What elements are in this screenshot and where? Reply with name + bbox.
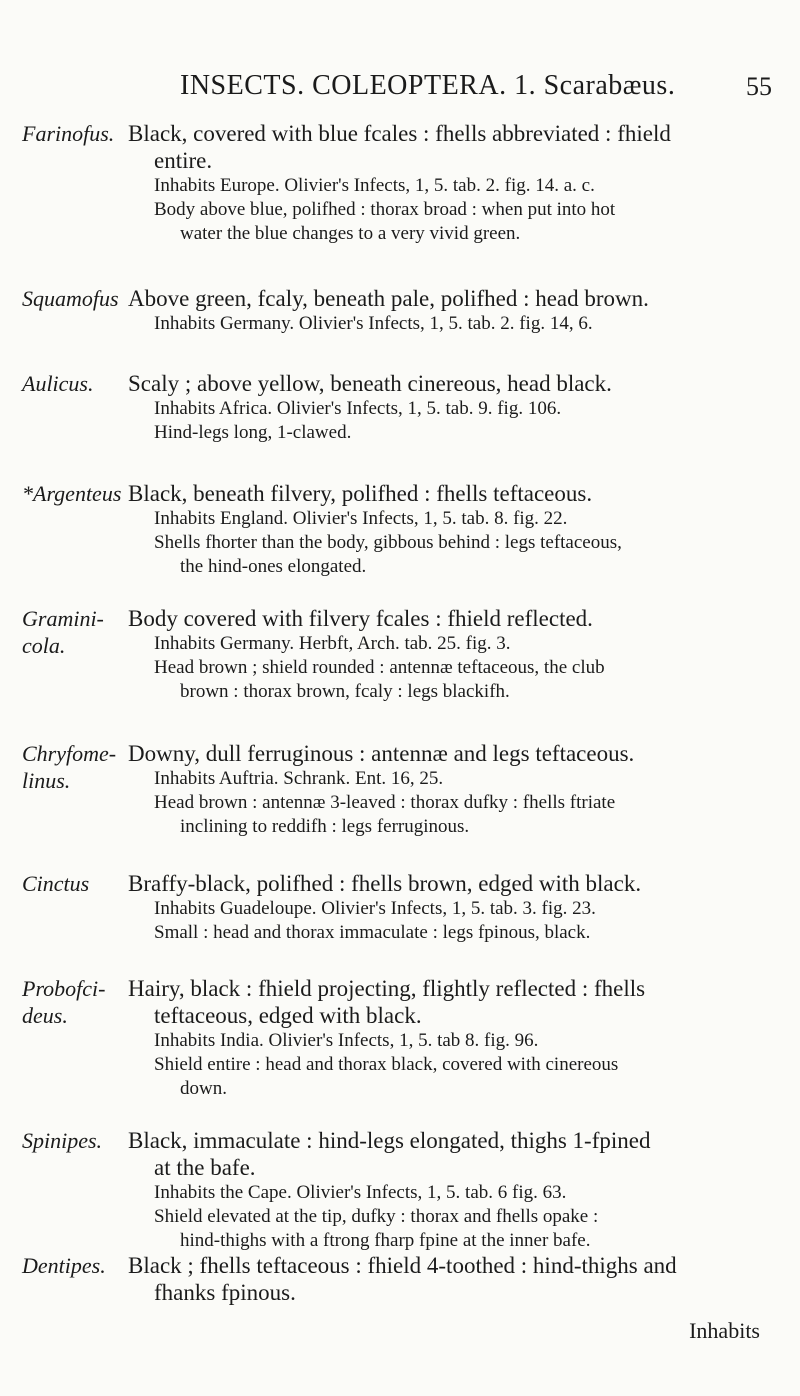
species-description: Black, covered with blue fcales : fhells abbreviated : fhield entire. <box>128 121 671 173</box>
species-name: Squamofus <box>22 286 119 311</box>
species-name: Aulicus. <box>22 371 94 396</box>
species-name: Spinipes. <box>22 1128 103 1153</box>
species-reference: Inhabits India. Olivier's Infects, 1, 5. tab 8. fig. 96. <box>154 1030 539 1051</box>
species-reference: Inhabits England. Olivier's Infects, 1, 5. tab. 8. fig. 22. <box>154 508 568 529</box>
species-note: Body above blue, polifhed : thorax broad : when put into hot water the blue changes to a very vivid green. <box>154 199 616 244</box>
species-note: Hind-legs long, 1-clawed. <box>154 422 352 443</box>
species-name: *Argenteus <box>22 481 122 506</box>
species-name: Farinofus. <box>22 121 115 146</box>
species-description: Black, immaculate : hind-legs elongated, thighs 1-fpined at the bafe. <box>128 1128 651 1180</box>
species-reference: Inhabits the Cape. Olivier's Infects, 1, 5. tab. 6 fig. 63. <box>154 1182 567 1203</box>
species-note: Shells fhorter than the body, gibbous behind : legs teftaceous, the hind-ones elongated. <box>154 532 622 577</box>
species-name: Gramini-cola. <box>22 606 104 658</box>
species-description: Hairy, black : fhield projecting, flightly reflected : fhells teftaceous, edged with black. <box>128 976 646 1028</box>
species-reference: Inhabits Germany. Olivier's Infects, 1, 5. tab. 2. fig. 14, 6. <box>154 313 593 334</box>
running-title: INSECTS. COLEOPTERA. 1. Scarabæus. <box>180 70 676 101</box>
species-name: Dentipes. <box>22 1253 106 1278</box>
species-note: Small : head and thorax immaculate : legs fpinous, black. <box>154 922 591 943</box>
species-name: Cinctus <box>22 871 90 896</box>
catchword: Inhabits <box>689 1318 760 1343</box>
species-description: Scaly ; above yellow, beneath cinereous, head black. <box>128 371 612 396</box>
species-reference: Inhabits Auftria. Schrank. Ent. 16, 25. <box>154 768 444 789</box>
species-description: Braffy-black, polifhed : fhells brown, edged with black. <box>128 871 642 896</box>
species-reference: Inhabits Germany. Herbft, Arch. tab. 25. fig. 3. <box>154 633 511 654</box>
species-note: Shield entire : head and thorax black, covered with cinereous down. <box>154 1054 619 1099</box>
species-reference: Inhabits Europe. Olivier's Infects, 1, 5. tab. 2. fig. 14. a. c. <box>154 175 595 196</box>
species-description: Downy, dull ferruginous : antennæ and legs teftaceous. <box>128 741 635 766</box>
species-description: Above green, fcaly, beneath pale, polifhed : head brown. <box>128 286 649 311</box>
species-description: Body covered with filvery fcales : fhield reflected. <box>128 606 593 631</box>
species-name: Chryfome-linus. <box>22 741 117 793</box>
page-header <box>0 70 800 110</box>
species-reference: Inhabits Guadeloupe. Olivier's Infects, 1, 5. tab. 3. fig. 23. <box>154 898 596 919</box>
species-reference: Inhabits Africa. Olivier's Infects, 1, 5. tab. 9. fig. 106. <box>154 398 562 419</box>
species-note: Head brown ; shield rounded : antennæ teftaceous, the club brown : thorax brown, fcaly : legs blackifh. <box>154 657 605 702</box>
species-description: Black ; fhells teftaceous : fhield 4-toothed : hind-thighs and fhanks fpinous. <box>128 1253 677 1305</box>
species-note: Head brown : antennæ 3-leaved : thorax dufky : fhells ftriate inclining to reddifh : legs ferruginous. <box>154 792 616 837</box>
species-name: Probofci-deus. <box>22 976 106 1028</box>
species-description: Black, beneath filvery, polifhed : fhells teftaceous. <box>128 481 593 506</box>
page-number: 55 <box>746 72 772 101</box>
species-note: Shield elevated at the tip, dufky : thorax and fhells opake : hind-thighs with a ftrong fharp fpine at the inner bafe. <box>154 1206 599 1251</box>
